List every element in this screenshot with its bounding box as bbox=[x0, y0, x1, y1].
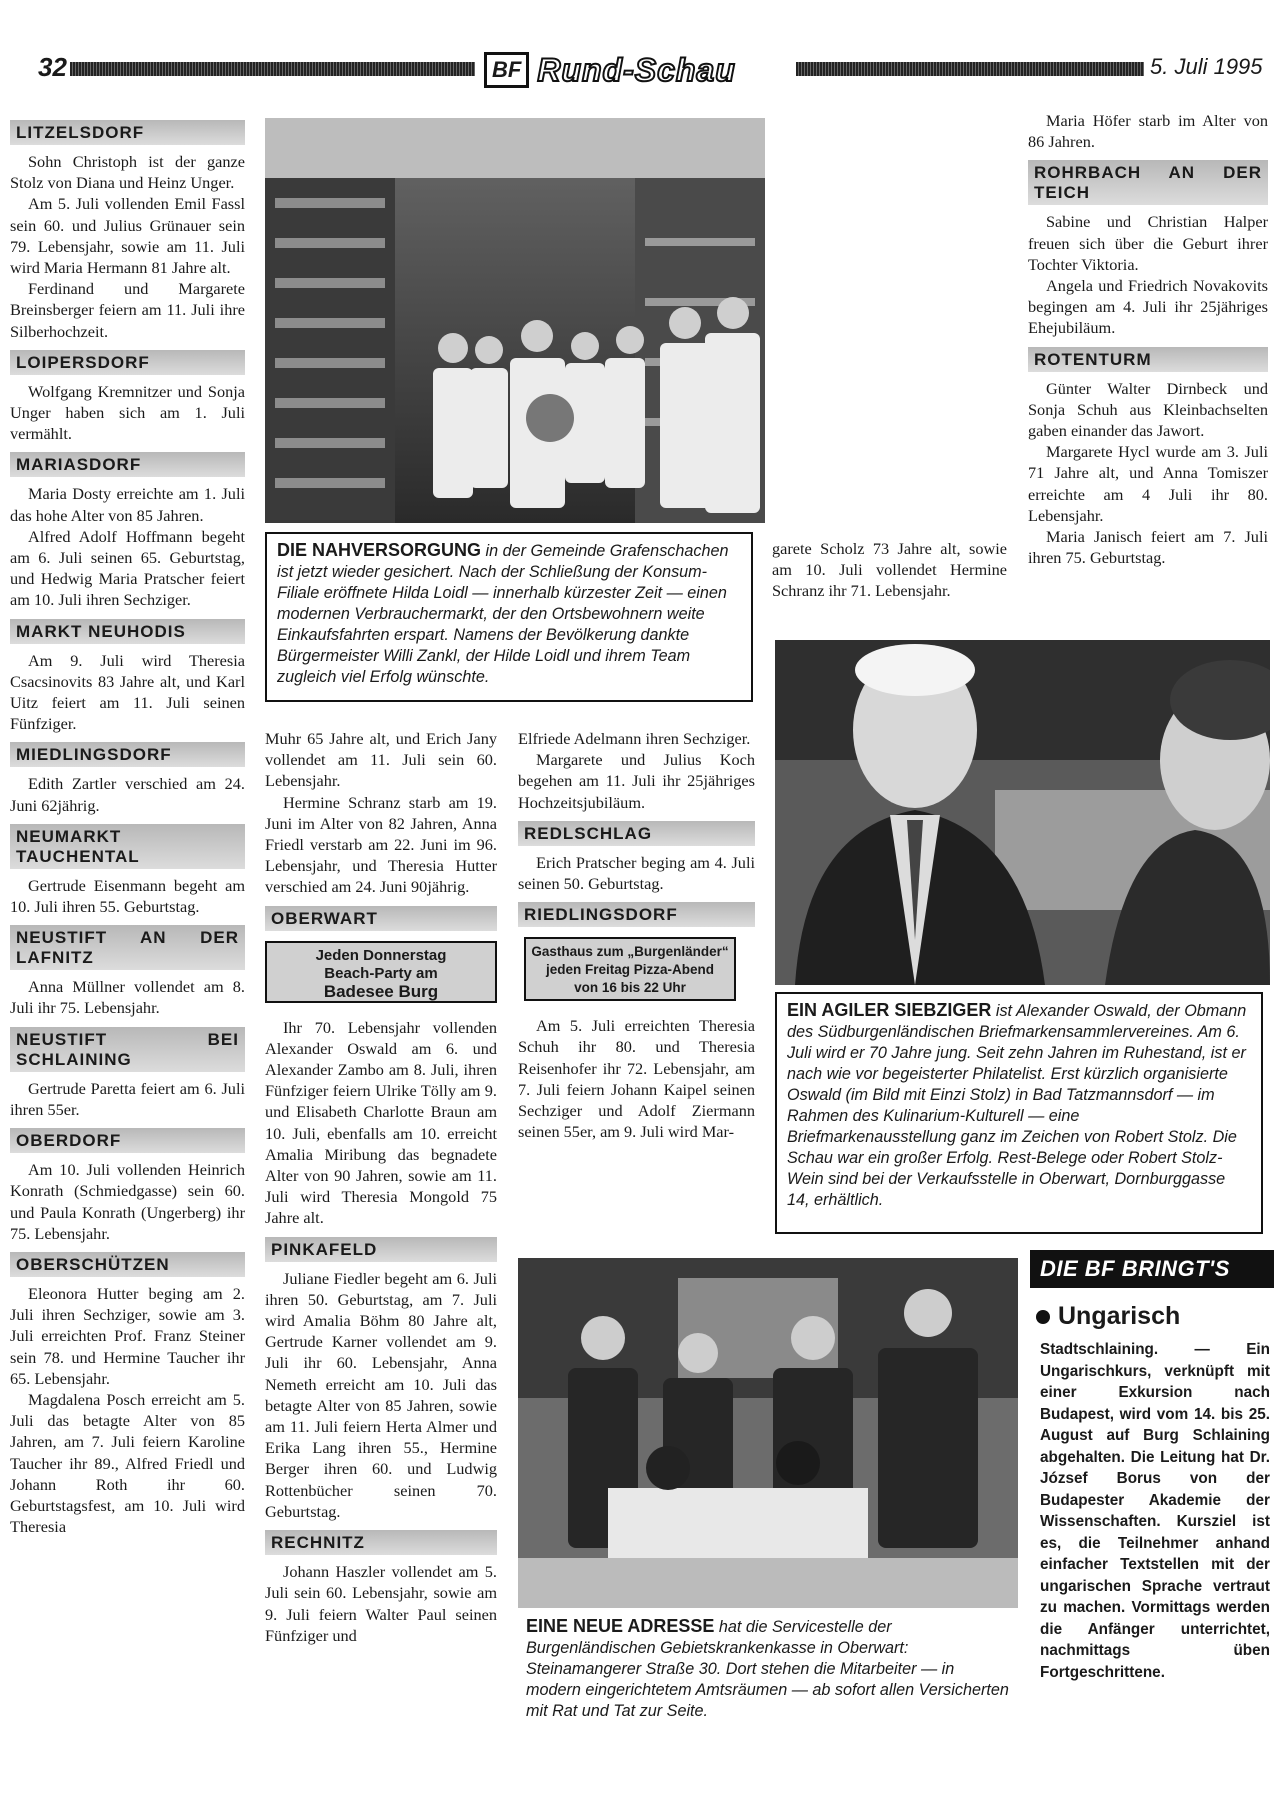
section-heading: LITZELSDORF bbox=[10, 120, 245, 145]
oswald-image bbox=[775, 640, 1270, 985]
col3-lead-p2: Margarete und Julius Koch begehen am 11. Juli ihr 25jähriges Hochzeitsjubiläum. bbox=[518, 750, 755, 812]
caption-siebziger-lead: EIN AGILER SIEBZIGER bbox=[787, 1000, 992, 1020]
caption-siebziger-text: ist Alexander Oswald, der Obmann des Südburgenländischen Briefmarkensammlervereines. Am 6. Juli wird er 70 Jahre jung. Seit zehn Jahren im Ruhestand, ist er nach wie vor begeisterter Philatelist. Erst kürzlich organisierte Oswald (im Bild mit Einzi Stolz) in Bad Tatzmannsdorf — im Rahmen des Kulinarium-Kulturell — eine Briefmarkenausstellung ganz im Zeichen von Robert Stolz. Die Schau war ein großer Erfolg. Rest-Belege oder Robert Stolz-Wein sind bei der Verkaufsstelle in Oberwart, Dornburggasse 14, erhältlich. bbox=[787, 1002, 1247, 1209]
section-heading-rechnitz: RECHNITZ bbox=[265, 1530, 497, 1555]
ad-beach-party bbox=[265, 941, 497, 1003]
ad-beach-line3: Badesee Burg bbox=[323, 981, 439, 1001]
section-heading: NEUSTIFT AN DER LAFNITZ bbox=[10, 925, 245, 970]
col4-rohrbach-p1: Sabine und Christian Halper freuen sich über die Geburt ihrer Tochter Viktoria. bbox=[1028, 212, 1268, 274]
ad-gasthaus-line1: Gasthaus zum „Burgenländer“ bbox=[531, 944, 729, 960]
section-heading-pinkafeld: PINKAFELD bbox=[265, 1237, 497, 1262]
col2-oberwart-p: Ihr 70. Lebensjahr vollenden Alexander Oswald am 6. und Alexander Zambo am 8. Juli, ihren Fünfziger feiern Ulrike Tölly am 9. und Elisabeth Charlotte Braun am 10. Juli, ebenfalls am 10. erreicht Amalia Miribung das begnadete Alter von 90 Jahren, sowie am 11. Juli wird Theresia Mongold 75 Jahre alt. bbox=[265, 1017, 497, 1228]
col4-rotenturm-p1: Günter Walter Dirnbeck und Sonja Schuh aus Kleinbachselten gaben einander das Jawort. bbox=[1028, 378, 1268, 441]
ad-gasthaus-line3: von 16 bis 22 Uhr bbox=[574, 980, 686, 996]
masthead-logo bbox=[484, 50, 794, 90]
column-3 bbox=[518, 728, 755, 1142]
column-2 bbox=[265, 728, 497, 1646]
section-paragraph: Sohn Christoph ist der ganze Stolz von Diana und Heinz Unger. bbox=[10, 152, 245, 193]
section-paragraph: Am 5. Juli vollenden Emil Fassl sein 60. und Julius Grünauer sein 79. Lebensjahr, sowie am 11. Juli wird Maria Hermann 81 Jahre alt. bbox=[10, 194, 245, 278]
column-3b bbox=[772, 538, 1007, 602]
col2-pinkafeld-p: Juliane Fiedler begeht am 6. Juli ihren 50. Geburtstag, am 7. Juli wird Amalia Böhm 80 Jahre alt, Gertrude Karner vollendet am 9. Juli ihr 60. Lebensjahr, Anna Nemeth erreicht am 10. Juli das betagte Alter von 85 Jahren, sowie am 11. Juli feiern Herta Almer und Erika Lang ihren 55., Hermine Berger ihren 60. und Ludwig Rottenbücher seinen 70. Geburtstag. bbox=[265, 1268, 497, 1521]
caption-nahversorgung-text: in der Gemeinde Grafenschachen ist jetzt wieder gesichert. Nach der Schließung der Konsum-Filiale eröffnete Hilda Loidl — innerhalb kürzester Zeit — einen modernen Verbrauchermarkt, der den Ortsbewohnern weite Einkaufsfahrten erspart. Namens der Bevölkerung dankte Bürgermeister Willi Zankl, der Hilde Loidl und ihrem Team zugleich viel Erfolg wünschte. bbox=[277, 542, 729, 686]
logo-title: Rund-Schau bbox=[537, 51, 736, 88]
office-staff-image bbox=[518, 1258, 1018, 1608]
photo-shop-team bbox=[265, 118, 765, 523]
column-4 bbox=[1028, 110, 1268, 568]
logo-bf: BF bbox=[484, 52, 529, 88]
section-heading: MARIASDORF bbox=[10, 452, 245, 477]
col3-redlschlag-p: Erich Pratscher beging am 4. Juli seinen 50. Geburtstag. bbox=[518, 852, 755, 894]
section-paragraph: Ferdinand und Margarete Breinsberger feiern am 11. Juli ihre Silberhochzeit. bbox=[10, 279, 245, 341]
section-heading-redlschlag: REDLSCHLAG bbox=[518, 821, 755, 846]
bf-bringts-text: Stadtschlaining. — Ein Ungarischkurs, verknüpft mit einer Exkursion nach Budapest, wird vom 14. bis 25. August auf Burg Schlaining abgehalten. Die Leitung hat Dr. József Borus von der Budapester Akademie der Wissenschaften. Kursziel ist es, die Teilnehmer anhand einfacher Textstellen mit der ungarischen Sprache vertraut zu machen. Vormittags werden die Anfänger unterrichtet, nachmittags üben Fortgeschrittene. bbox=[1040, 1341, 1270, 1681]
section-paragraph: Magdalena Posch erreicht am 5. Juli das betagte Alter von 85 Jahren, am 7. Juli feiern Karoline Taucher ihr 89., Alfred Friedl und Johann Roth ihr 60. Geburtstagsfest, am 10. Juli wird Theresia bbox=[10, 1389, 245, 1537]
section-heading-riedlingsdorf: RIEDLINGSDORF bbox=[518, 902, 755, 927]
section-paragraph: Anna Müllner vollendet am 8. Juli ihr 75. Lebensjahr. bbox=[10, 977, 245, 1018]
section-paragraph: Alfred Adolf Hoffmann begeht am 6. Juli seinen 65. Geburtstag, und Hedwig Maria Pratscher feiert am 10. Juli ihren Sechziger. bbox=[10, 526, 245, 610]
col2-rechnitz-p: Johann Haszler vollendet am 5. Juli sein 60. Lebensjahr, sowie am 9. Juli feiern Walter Paul seinen Fünfziger und bbox=[265, 1562, 497, 1645]
section-heading-rohrbach: ROHRBACH AN DER TEICH bbox=[1028, 160, 1268, 205]
caption-neue-adresse bbox=[518, 1612, 1018, 1732]
col3-riedlingsdorf-p: Am 5. Juli erreichten Theresia Schuh ihr 80. und Theresia Reisenhofer ihr 72. Lebensjahr, am 7. Juli feiern Johann Kaipel seinen Sechziger und Adolf Ziermann seinen 55er, am 9. Juli wird Mar- bbox=[518, 1016, 755, 1142]
bf-bringts-box bbox=[1030, 1250, 1274, 1800]
section-paragraph: Edith Zartler verschied am 24. Juni 62jährig. bbox=[10, 774, 245, 815]
section-paragraph: Maria Dosty erreichte am 1. Juli das hohe Alter von 85 Jahren. bbox=[10, 484, 245, 525]
section-heading: OBERSCHÜTZEN bbox=[10, 1252, 245, 1277]
section-heading: NEUMARKT TAUCHENTAL bbox=[10, 824, 245, 869]
shop-team-image bbox=[265, 118, 765, 523]
col4-rotenturm-p2: Margarete Hycl wurde am 3. Juli 71 Jahre alt, und Anna Tomiszer erreichte am 4 Juli ihr 80. Lebensjahr. bbox=[1028, 442, 1268, 525]
bf-bringts-keyword bbox=[1036, 1302, 1274, 1331]
header-rule-right bbox=[796, 62, 1144, 76]
col2-lead bbox=[265, 728, 497, 898]
col4-rohrbach-p2: Angela und Friedrich Novakovits begingen am 4. Juli ihr 25jähriges Ehejubiläum. bbox=[1028, 276, 1268, 338]
caption-nahversorgung bbox=[265, 532, 753, 702]
page-number: 32 bbox=[38, 52, 67, 82]
section-paragraph: Am 10. Juli vollenden Heinrich Konrath (Schmiedgasse) sein 60. und Paula Konrath (Ungerberg) ihr 75. Lebensjahr. bbox=[10, 1160, 245, 1243]
section-heading-rotenturm: ROTENTURM bbox=[1028, 347, 1268, 372]
section-heading: MARKT NEUHODIS bbox=[10, 619, 245, 644]
ad-beach-line2: Beach-Party am bbox=[324, 964, 438, 982]
caption-adresse-text: hat die Servicestelle der Burgenländischen Gebietskrankenkasse in Oberwart: Steinamangerer Straße 30. Dort stehen die Mitarbeiter — in modern eingerichtetem Amtsräumen — ab sofort allen Versicherten mit Rat und Tat zur Seite. bbox=[526, 1618, 1009, 1720]
caption-adresse-lead: EINE NEUE ADRESSE bbox=[526, 1616, 715, 1636]
col2-lead-p1: Muhr 65 Jahre alt, und Erich Jany vollendet am 11. Juli sein 60. Lebensjahr. bbox=[265, 729, 497, 791]
caption-nahversorgung-lead: DIE NAHVERSORGUNG bbox=[277, 540, 482, 560]
ad-gasthaus-line2: jeden Freitag Pizza-Abend bbox=[545, 962, 715, 978]
section-heading: LOIPERSDORF bbox=[10, 350, 245, 375]
section-paragraph: Eleonora Hutter beging am 2. Juli ihren Sechziger, sowie am 3. Juli erreichten Prof. Franz Steiner sein 78. und Hermine Taucher ihr 65. Lebensjahr. bbox=[10, 1283, 245, 1388]
section-paragraph: Gertrude Eisenmann begeht am 10. Juli ihren 55. Geburtstag. bbox=[10, 875, 245, 917]
issue-date: 5. Juli 1995 bbox=[1150, 54, 1263, 79]
section-paragraph: Am 9. Juli wird Theresia Csacsinovits 83 Jahre alt, und Karl Uitz feiert am 11. Juli seinen Fünfziger. bbox=[10, 650, 245, 734]
photo-oswald bbox=[775, 640, 1270, 985]
bf-bringts-tag: DIE BF BRINGT'S bbox=[1030, 1250, 1274, 1288]
caption-agiler-siebziger bbox=[775, 992, 1263, 1234]
section-heading: OBERDORF bbox=[10, 1128, 245, 1153]
section-paragraph: Gertrude Paretta feiert am 6. Juli ihren 55er. bbox=[10, 1078, 245, 1119]
ad-gasthaus bbox=[524, 937, 736, 1001]
col3-lead-p1: Elfriede Adelmann ihren Sechziger. bbox=[518, 729, 751, 748]
header-rule-left bbox=[70, 62, 475, 76]
col2-lead-p2: Hermine Schranz starb am 19. Juni im Alter von 82 Jahren, Anna Friedl verstarb am 22. Juni im 96. Lebensjahr, und Theresia Hutter verschied am 24. Juni 90jährig. bbox=[265, 792, 497, 897]
column-1 bbox=[10, 120, 245, 1537]
bf-bringts-keyword-text: Ungarisch bbox=[1058, 1302, 1181, 1330]
section-heading: MIEDLINGSDORF bbox=[10, 742, 245, 767]
bullet-dot-icon bbox=[1036, 1310, 1050, 1324]
section-paragraph: Wolfgang Kremnitzer und Sonja Unger haben sich am 1. Juli vermählt. bbox=[10, 381, 245, 444]
col4-lead: Maria Höfer starb im Alter von 86 Jahren. bbox=[1028, 111, 1268, 152]
ad-beach-line1: Jeden Donnerstag bbox=[315, 946, 447, 964]
col3b-text: garete Scholz 73 Jahre alt, sowie am 10. Juli vollendet Hermine Schranz ihr 71. Lebensjahr. bbox=[772, 539, 1007, 601]
section-heading: NEUSTIFT BEI SCHLAINING bbox=[10, 1027, 245, 1072]
photo-office-staff bbox=[518, 1258, 1018, 1608]
col4-rotenturm-p3: Maria Janisch feiert am 7. Juli ihren 75. Geburtstag. bbox=[1028, 527, 1268, 568]
section-heading-oberwart: OBERWART bbox=[265, 906, 497, 931]
